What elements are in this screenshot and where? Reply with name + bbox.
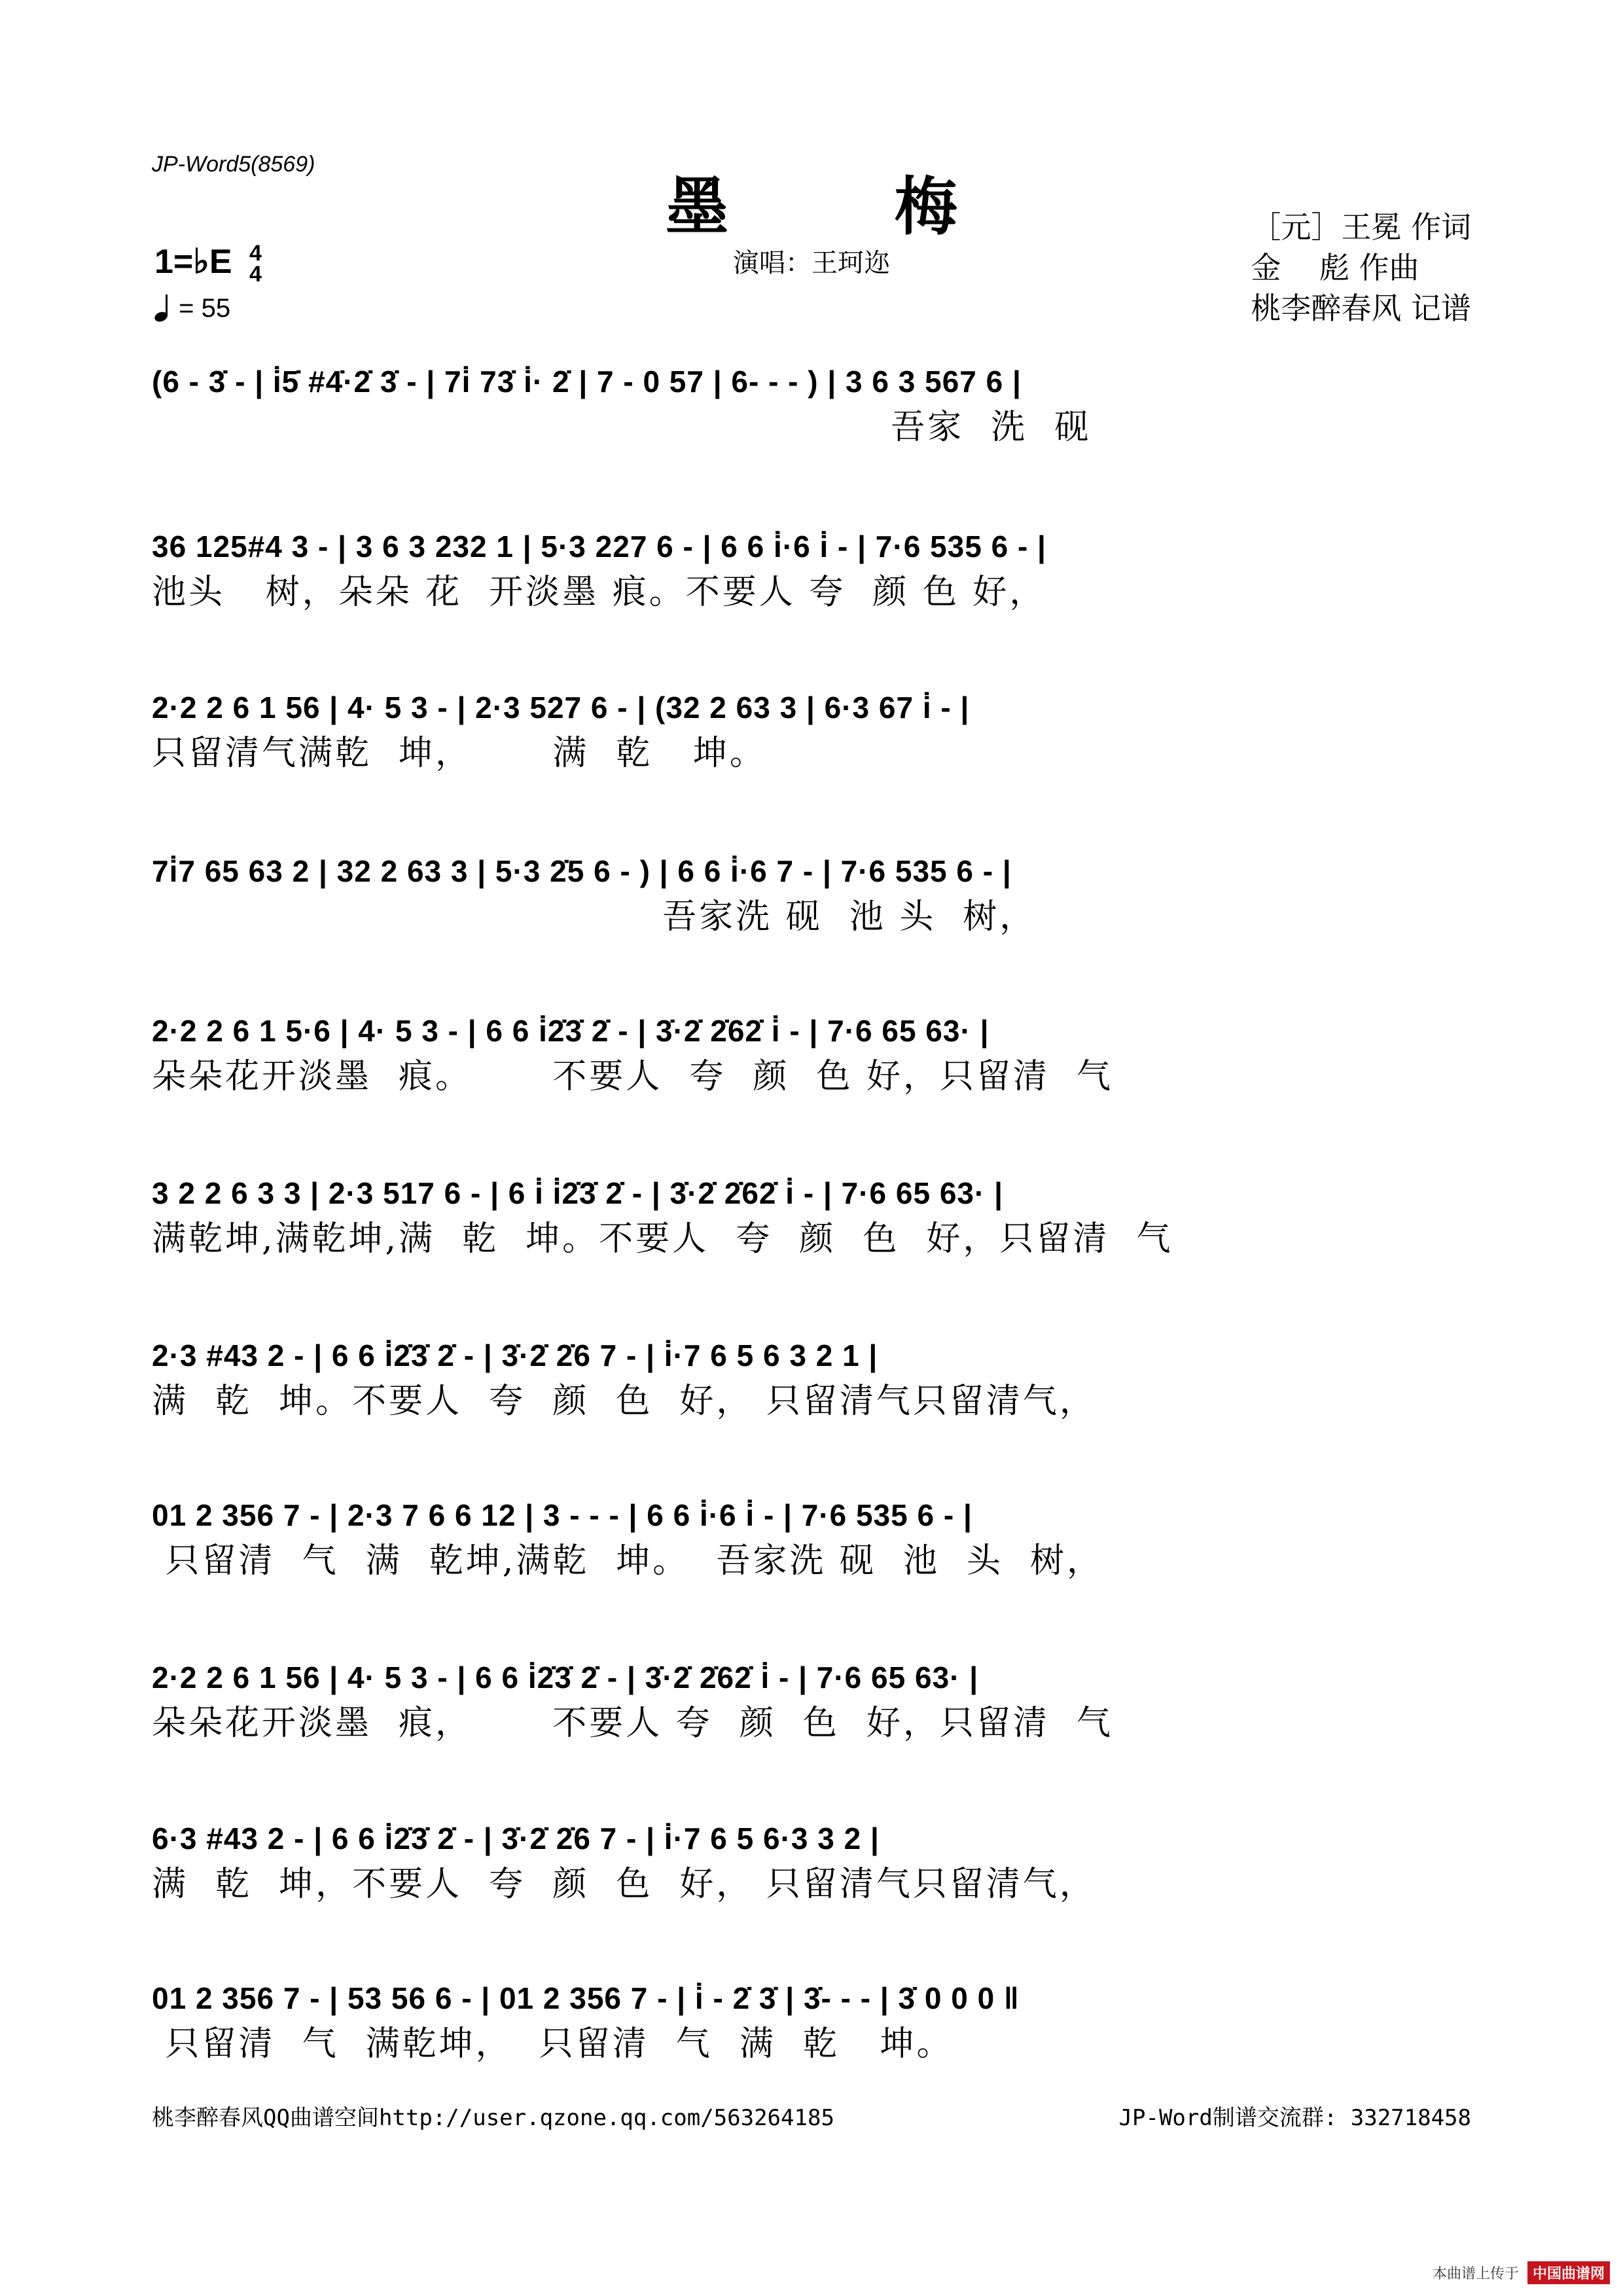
lyric-line: 朵朵花开淡墨 痕， 不要人 夸 颜 色 好，只留清 气 [152, 1704, 1113, 1743]
score-row-11 [152, 1975, 1471, 2067]
notation-line: (6 - 3̇ - | i̇5̇ #4̇·2̇ 3̇ - | 7i̇ 73̇ i̇· 2̇ | 7 - 0 57 | 6- - - ) | 3 6 3 567 6 | [152, 365, 1022, 399]
notation-line: 3 2 2 6 3 3 | 2·3 517 6 - | 6 i̇ i̇2̇3̇ 2̇ - | 3̇·2̇ 2̇62̇ i̇ - | 7·6 65 63· | [152, 1176, 1003, 1210]
tempo-marking [154, 293, 230, 323]
lyricist-credit: ［元］王冕 作词 [1251, 209, 1471, 245]
singer-label: 演唱：王珂迩 [733, 248, 890, 278]
quarter-note-icon [154, 293, 171, 322]
score-row-3 [152, 685, 1471, 776]
score-row-10 [152, 1816, 1471, 1907]
notation-line: 2·2 2 6 1 5·6 | 4· 5 3 - | 6 6 i̇2̇3̇ 2̇ - | 3̇·2̇ 2̇62̇ i̇ - | 7·6 65 63· | [152, 1014, 990, 1048]
lyric-line: 只留清 气 满乾坤， 只留清 气 满 乾 坤。 [152, 2024, 954, 2064]
lyric-line: 满 乾 坤，不要人 夸 颜 色 好， 只留清气只留清气， [152, 1865, 1096, 1904]
score-row-6 [152, 1170, 1471, 1262]
credits [1251, 207, 1471, 329]
footer-qzone-link[interactable]: 桃李醉春风QQ曲谱空间http://user.qzone.qq.com/563264185 [152, 2105, 834, 2131]
upload-watermark [1433, 2261, 1610, 2284]
notation-line: 6·3 #43 2 - | 6 6 i̇2̇3̇ 2̇ - | 3̇·2̇ 2̇6 7 - | i̇·7 6 5 6·3 3 2 | [152, 1821, 880, 1856]
time-signature [249, 243, 262, 285]
notation-line: 2·3 #43 2 - | 6 6 i̇2̇3̇ 2̇ - | 3̇·2̇ 2̇6 7 - | i̇·7 6 5 6 3 2 1 | [152, 1338, 878, 1372]
score-row-8 [152, 1492, 1471, 1584]
notation-line: 01 2 356 7 - | 53 56 6 - | 01 2 356 7 - | i̇ - 2̇ 3̇ | 3̇- - - | 3̇ 0 0 0 ‖ [152, 1981, 1020, 2015]
time-bottom: 4 [249, 262, 262, 287]
lyric-line: 池头 树，朵朵 花 开淡墨 痕。不要人 夸 颜 色 好， [152, 573, 1046, 612]
footer-group-info: JP-Word制谱交流群: 332718458 [1118, 2105, 1471, 2131]
notation-line: 36 125#4 3 - | 3 6 3 232 1 | 5·3 227 6 - | 6 6 i̇·6 i̇ - | 7·6 535 6 - | [152, 529, 1046, 564]
lyric-line: 满 乾 坤。不要人 夸 颜 色 好， 只留清气只留清气， [152, 1382, 1096, 1421]
score-row-5 [152, 1008, 1471, 1100]
score-row-7 [152, 1333, 1471, 1424]
lyric-line: 吾家 洗 砚 [152, 408, 1092, 447]
score-row-2 [152, 524, 1471, 615]
software-label: JP-Word5(8569) [152, 152, 315, 177]
song-title: 墨 梅 [666, 170, 1029, 243]
upload-note: 本曲谱上传于 [1432, 2266, 1519, 2282]
notation-line: 7i̇7 65 63 2 | 32 2 63 3 | 5·3 2̇5 6 - ) | 6 6 i̇·6 7 - | 7·6 535 6 - | [152, 854, 1012, 888]
notation-line: 2·2 2 6 1 56 | 4· 5 3 - | 6 6 i̇2̇3̇ 2̇ - | 3̇·2̇ 2̇62̇ i̇ - | 7·6 65 63· | [152, 1660, 979, 1695]
lyric-line: 吾家洗 砚 池 头 树， [152, 897, 1037, 937]
site-logo[interactable]: 中国曲谱网 [1527, 2261, 1610, 2284]
tempo-value: = 55 [179, 294, 231, 323]
lyric-line: 朵朵花开淡墨 痕。 不要人 夸 颜 色 好，只留清 气 [152, 1057, 1113, 1096]
lyric-line: 只留清 气 满 乾坤,满乾 坤。 吾家洗 砚 池 头 树， [152, 1541, 1104, 1581]
score-row-9 [152, 1655, 1471, 1746]
key-signature [154, 242, 262, 285]
time-top: 4 [249, 241, 262, 266]
notation-line: 01 2 356 7 - | 2·3 7 6 6 12 | 3 - - - | 6 6 i̇·6 i̇ - | 7·6 535 6 - | [152, 1498, 972, 1532]
score-row-4 [152, 848, 1471, 940]
notation-line: 2·2 2 6 1 56 | 4· 5 3 - | 2·3 527 6 - | (32 2 63 3 | 6·3 67 i̇ - | [152, 691, 970, 725]
score-row-1 [152, 359, 1471, 450]
lyric-line: 满乾坤,满乾坤,满 乾 坤。不要人 夸 颜 色 好，只留清 气 [152, 1219, 1173, 1259]
lyric-line: 只留清气满乾 坤， 满 乾 坤。 [152, 734, 766, 773]
composer-credit: 金 彪 作曲 [1251, 250, 1419, 285]
transcriber-credit: 桃李醉春风 记谱 [1251, 291, 1471, 326]
key-label: 1=♭E [154, 243, 232, 281]
